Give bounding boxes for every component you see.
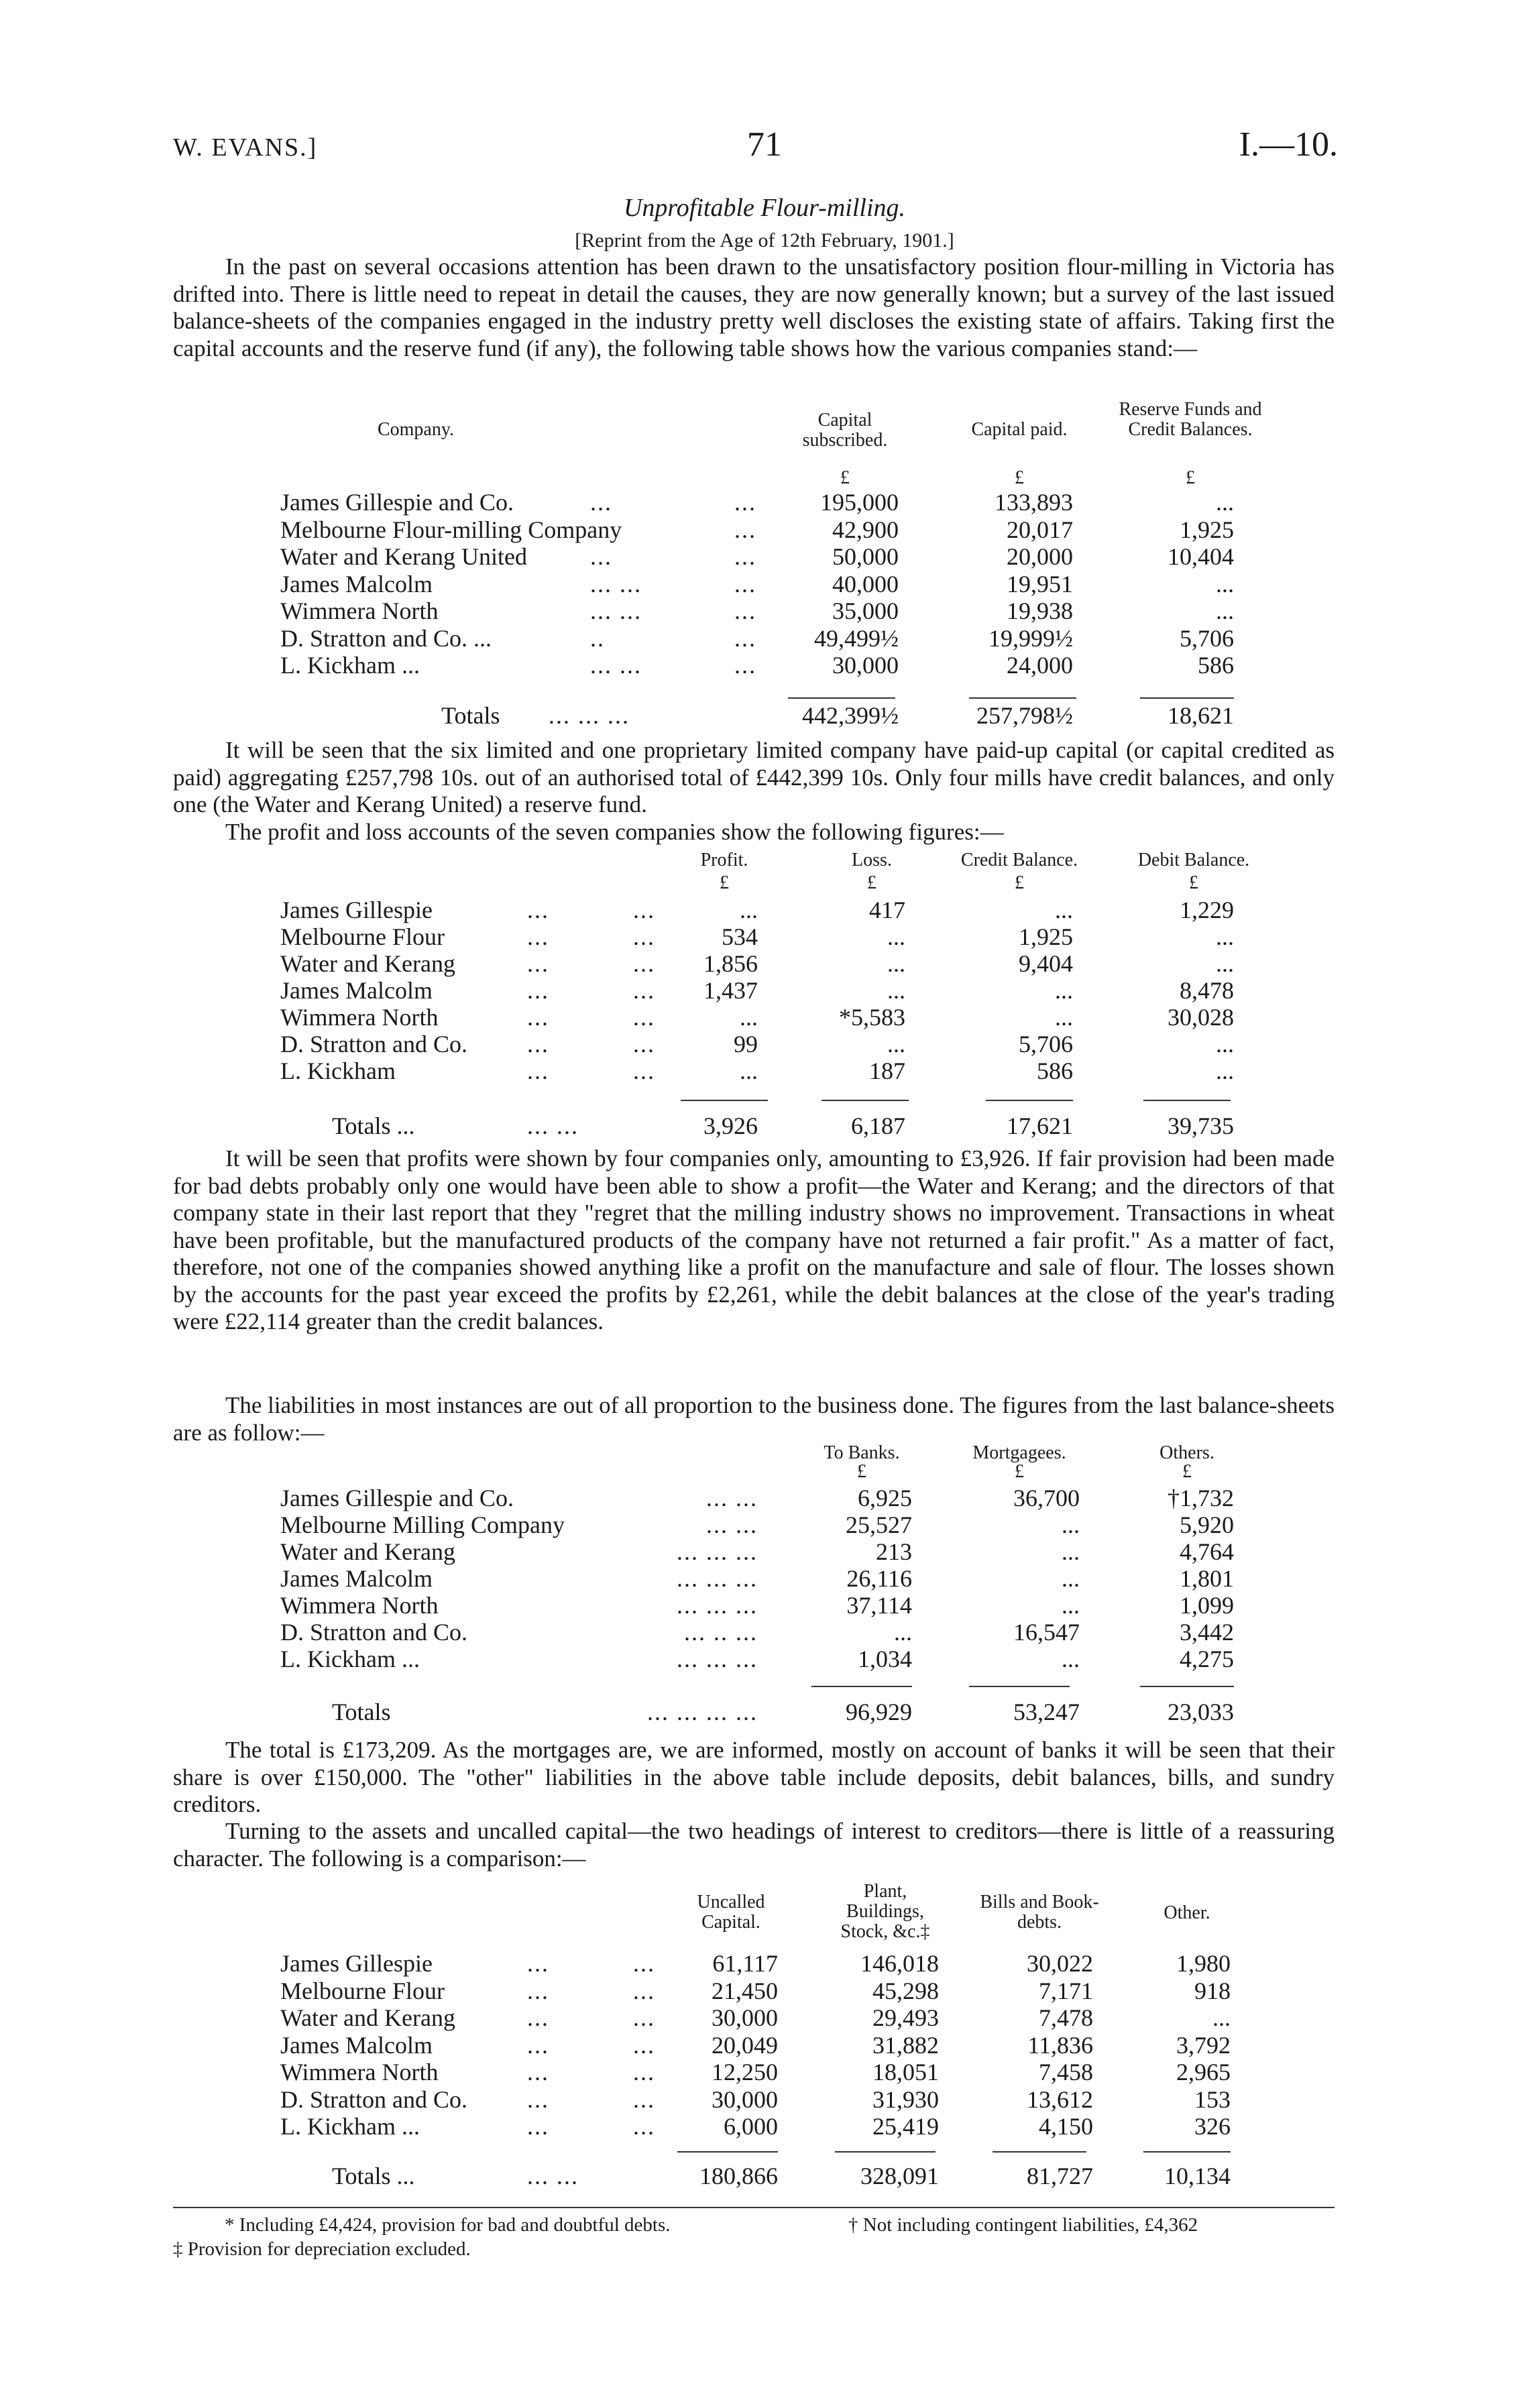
plant-buildings-value: 29,493 (872, 2004, 939, 2031)
leader-dots: ... (633, 1031, 655, 1057)
total-profit: 3,926 (703, 1112, 758, 1139)
credit-balance-value: 586 (1037, 1057, 1073, 1084)
plant-buildings-value: 31,882 (872, 2031, 939, 2059)
company-name: L. Kickham ... (280, 2113, 420, 2140)
mortgagees-value: ... (1062, 1565, 1080, 1592)
debit-balance-value: ... (1216, 950, 1234, 977)
col-others: Others. (1159, 1442, 1214, 1463)
total-rule (788, 697, 895, 699)
unit-label: £ (1015, 467, 1024, 488)
mortgagees-value: 16,547 (1013, 1619, 1080, 1646)
leader-dots: ... (527, 923, 549, 950)
total-rule (677, 2151, 778, 2153)
profit-value: 99 (734, 1031, 758, 1057)
leader-dots: .. (590, 624, 605, 652)
leader-dots: ... (633, 2059, 655, 2085)
company-name: D. Stratton and Co. (280, 2085, 467, 2113)
total-reserve: 18,621 (1168, 702, 1234, 729)
leader-dots: ... (527, 2004, 549, 2031)
to-banks-value: 213 (876, 1538, 912, 1565)
paragraph-liabilities-intro: The liabilities in most instances are out of all proportion to the business done. The figures from the last balance-sheets are as follow:— (173, 1392, 1335, 1446)
leader-dots: ... (527, 1004, 549, 1031)
debit-balance-value: ... (1216, 1031, 1234, 1057)
total-credit: 17,621 (1007, 1112, 1073, 1139)
col-reserve-funds: Reserve Funds and Credit Balances. (1119, 399, 1262, 440)
leader-dots: ... ... ... (677, 1646, 758, 1672)
loss-value: 187 (869, 1057, 905, 1084)
totals-label: Totals (441, 702, 500, 729)
total-rule (1143, 2151, 1231, 2153)
uncalled-capital-value: 30,000 (712, 2004, 778, 2031)
leader-dots: ... ... (590, 652, 642, 679)
col-other: Other. (1164, 1902, 1210, 1923)
leader-dots: ... ... ... (549, 702, 630, 729)
leader-dots: ... (633, 1004, 655, 1031)
leader-dots: ... (527, 1977, 549, 2004)
leader-dots: ... (527, 897, 549, 923)
company-name: Wimmera North (280, 1592, 439, 1619)
mortgagees-value: ... (1062, 1538, 1080, 1565)
leader-dots: ... (527, 2113, 549, 2140)
other-value: 1,980 (1176, 1950, 1231, 1977)
footnote-star: * Including £4,424, provision for bad and doubtful debts. (225, 2214, 671, 2236)
unit-label: £ (720, 872, 729, 893)
leader-dots: ... (633, 2085, 655, 2113)
to-banks-value: 25,527 (846, 1511, 912, 1538)
others-value: 1,099 (1180, 1592, 1234, 1619)
leader-dots: ... (734, 543, 756, 570)
company-name: Wimmera North (280, 597, 439, 624)
total-debit: 39,735 (1168, 1112, 1234, 1139)
total-rule (993, 2151, 1086, 2153)
leader-dots: ... (734, 597, 756, 624)
paragraph-capital-summary: It will be seen that the six limited and one proprietary limited company have paid-up capital (or capital credited as paid) aggregating £257,798 10s. out of an authorised total of £442,399 10s. Only four mills have credit balances, and only one (the Water and Kerang United) a reserve fund. (173, 737, 1335, 817)
leader-dots: ... (633, 2031, 655, 2059)
total-bills: 81,727 (1027, 2163, 1093, 2189)
paragraph-assets-intro: Turning to the assets and uncalled capital—the two headings of interest to creditors—there is little of a reassuring character. The following is a comparison:— (173, 1818, 1335, 1872)
leader-dots: ... (734, 624, 756, 652)
leader-dots: ... ... (590, 570, 642, 597)
credit-balance-value: ... (1055, 897, 1073, 923)
company-name: L. Kickham ... (280, 1646, 420, 1672)
other-value: 918 (1194, 1977, 1231, 2004)
company-name: James Malcolm (280, 2031, 433, 2059)
col-bills-book-debts: Bills and Book-debts. (980, 1892, 1099, 1933)
others-value: 4,275 (1180, 1646, 1234, 1672)
col-plant-buildings: Plant, Buildings, Stock, &c.‡ (840, 1881, 930, 1942)
col-uncalled-capital: Uncalled Capital. (697, 1892, 765, 1933)
mortgagees-value: ... (1062, 1592, 1080, 1619)
capital-subscribed-value: 35,000 (832, 597, 899, 624)
leader-dots: ... (633, 923, 655, 950)
loss-value: ... (887, 923, 905, 950)
total-other: 10,134 (1164, 2163, 1231, 2189)
credit-balance-value: 9,404 (1019, 950, 1073, 977)
plant-buildings-value: 25,419 (872, 2113, 939, 2140)
reserve-value: 586 (1198, 652, 1234, 679)
total-rule (822, 1100, 909, 1101)
other-value: 2,965 (1176, 2059, 1231, 2085)
company-name: Water and Kerang (280, 950, 455, 977)
col-loss: Loss. (852, 850, 892, 870)
debit-balance-value: 1,229 (1180, 897, 1234, 923)
mortgagees-value: ... (1062, 1646, 1080, 1672)
leader-dots: ... (527, 2059, 549, 2085)
leader-dots: ... (734, 516, 756, 543)
leader-dots: ... ... ... ... (647, 1699, 758, 1725)
loss-value: ... (887, 1031, 905, 1057)
company-name: Melbourne Flour-milling Company (280, 516, 622, 543)
uncalled-capital-value: 20,049 (712, 2031, 778, 2059)
total-rule (969, 1686, 1070, 1687)
leader-dots: ... (633, 897, 655, 923)
plant-buildings-value: 31,930 (872, 2085, 939, 2113)
capital-paid-value: 19,999½ (988, 624, 1073, 652)
bills-book-debts-value: 7,458 (1039, 2059, 1093, 2085)
reprint-note: [Reprint from the Age of 12th February, 1901.] (575, 229, 954, 251)
company-name: James Gillespie (280, 897, 433, 923)
col-profit: Profit. (700, 850, 748, 870)
debit-balance-value: 8,478 (1180, 977, 1234, 1004)
total-plant: 328,091 (860, 2163, 939, 2189)
col-company: Company. (377, 419, 455, 440)
leader-dots: ... (633, 1057, 655, 1084)
reserve-value: ... (1216, 570, 1234, 597)
leader-dots: ... (633, 2004, 655, 2031)
profit-value: ... (740, 1004, 758, 1031)
debit-balance-value: ... (1216, 923, 1234, 950)
total-rule (1140, 697, 1234, 699)
company-name: James Malcolm (280, 570, 433, 597)
others-value: 5,920 (1180, 1511, 1234, 1538)
bills-book-debts-value: 4,150 (1039, 2113, 1093, 2140)
credit-balance-value: 5,706 (1019, 1031, 1073, 1057)
capital-subscribed-value: 195,000 (820, 489, 899, 516)
unit-label: £ (857, 1461, 866, 1482)
total-rule (681, 1100, 768, 1101)
leader-dots: ... (527, 1950, 549, 1977)
company-name: Water and Kerang United (280, 543, 527, 570)
totals-label: Totals ... (332, 2163, 415, 2189)
company-name: L. Kickham ... (280, 652, 420, 679)
paragraph-intro: In the past on several occasions attention has been drawn to the unsatisfactory position flour-milling in Victoria has drifted into. There is little need to repeat in detail the causes, they are now generally known; but a survey of the last issued balance-sheets of the companies engaged in the industry pretty well discloses the existing state of affairs. Taking first the capital accounts and the reserve fund (if any), the following table shows how the various companies stand:— (173, 253, 1335, 361)
total-banks: 96,929 (846, 1699, 912, 1725)
other-value: 3,792 (1176, 2031, 1231, 2059)
other-value: ... (1212, 2004, 1231, 2031)
paragraph-liabilities-total: The total is £173,209. As the mortgages are, we are informed, mostly on account of banks it will be seen that their share is over £150,000. The "other" liabilities in the above table include deposits, debit balances, bills, and sundry creditors. (173, 1737, 1335, 1817)
company-name: D. Stratton and Co. (280, 1619, 467, 1646)
capital-paid-value: 133,893 (995, 489, 1073, 516)
to-banks-value: 6,925 (858, 1485, 912, 1511)
page-number: 71 (747, 125, 782, 164)
capital-paid-value: 19,951 (1007, 570, 1073, 597)
loss-value: ... (887, 977, 905, 1004)
leader-dots: ... (633, 977, 655, 1004)
others-value: 1,801 (1180, 1565, 1234, 1592)
unit-label: £ (867, 872, 876, 893)
company-name: James Malcolm (280, 977, 433, 1004)
others-value: 3,442 (1180, 1619, 1234, 1646)
unit-label: £ (1015, 872, 1024, 893)
total-rule (1140, 1686, 1234, 1687)
capital-subscribed-value: 42,900 (832, 516, 899, 543)
leader-dots: ... ... (527, 2163, 579, 2189)
loss-value: *5,583 (839, 1004, 905, 1031)
credit-balance-value: ... (1055, 1004, 1073, 1031)
company-name: L. Kickham (280, 1057, 396, 1084)
profit-value: ... (740, 1057, 758, 1084)
footnote-double-dagger: ‡ Provision for depreciation excluded. (173, 2238, 471, 2260)
total-rule (986, 1100, 1073, 1101)
leader-dots: ... (527, 2031, 549, 2059)
col-to-banks: To Banks. (824, 1442, 900, 1463)
paper-reference: I.—10. (1239, 125, 1338, 164)
company-name: Melbourne Flour (280, 1977, 445, 2004)
company-name: James Gillespie and Co. (280, 489, 514, 516)
leader-dots: ... (633, 950, 655, 977)
company-name: Wimmera North (280, 1004, 439, 1031)
capital-paid-value: 19,938 (1007, 597, 1073, 624)
article-title: Unprofitable Flour-milling. (623, 194, 906, 222)
other-value: 326 (1194, 2113, 1231, 2140)
bills-book-debts-value: 7,171 (1039, 1977, 1093, 2004)
total-mortgagees: 53,247 (1013, 1699, 1080, 1725)
leader-dots: ... ... (527, 1112, 579, 1139)
col-capital-subscribed: Capital subscribed. (802, 410, 888, 451)
uncalled-capital-value: 21,450 (712, 1977, 778, 2004)
leader-dots: ... ... (706, 1485, 758, 1511)
totals-label: Totals (332, 1699, 391, 1725)
profit-value: 534 (722, 923, 758, 950)
leader-dots: ... .. ... (684, 1619, 758, 1646)
leader-dots: ... (633, 2113, 655, 2140)
debit-balance-value: ... (1216, 1057, 1234, 1084)
total-subscribed: 442,399½ (802, 702, 899, 729)
leader-dots: ... ... ... (677, 1592, 758, 1619)
company-name: James Gillespie and Co. (280, 1485, 514, 1511)
capital-subscribed-value: 50,000 (832, 543, 899, 570)
col-debit-balance: Debit Balance. (1137, 850, 1250, 870)
capital-subscribed-value: 49,499½ (814, 624, 899, 652)
uncalled-capital-value: 61,117 (712, 1950, 778, 1977)
company-name: D. Stratton and Co. (280, 1031, 467, 1057)
footnote-dagger: † Not including contingent liabilities, £4,362 (848, 2214, 1198, 2236)
to-banks-value: 37,114 (846, 1592, 912, 1619)
loss-value: 417 (869, 897, 905, 923)
leader-dots: ... (590, 543, 612, 570)
leader-dots: ... (633, 1977, 655, 2004)
total-rule (1143, 1100, 1231, 1101)
plant-buildings-value: 18,051 (872, 2059, 939, 2085)
leader-dots: ... (527, 2085, 549, 2113)
loss-value: ... (887, 950, 905, 977)
bills-book-debts-value: 30,022 (1027, 1950, 1093, 1977)
total-loss: 6,187 (851, 1112, 905, 1139)
leader-dots: ... ... (706, 1511, 758, 1538)
other-value: 153 (1194, 2085, 1231, 2113)
mortgagees-value: ... (1062, 1511, 1080, 1538)
company-name: Melbourne Flour (280, 923, 445, 950)
leader-dots: ... (527, 1057, 549, 1084)
col-credit-balance: Credit Balance. (960, 850, 1078, 870)
credit-balance-value: 1,925 (1019, 923, 1073, 950)
unit-label: £ (1182, 1461, 1192, 1482)
leader-dots: ... (734, 652, 756, 679)
unit-label: £ (1189, 872, 1198, 893)
credit-balance-value: ... (1055, 977, 1073, 1004)
col-capital-paid: Capital paid. (971, 419, 1068, 440)
reserve-value: ... (1216, 489, 1234, 516)
leader-dots: ... (734, 570, 756, 597)
debit-balance-value: 30,028 (1168, 1004, 1234, 1031)
total-rule (835, 2151, 936, 2153)
company-name: D. Stratton and Co. ... (280, 624, 492, 652)
capital-subscribed-value: 40,000 (832, 570, 899, 597)
col-mortgagees: Mortgagees. (972, 1442, 1066, 1463)
bills-book-debts-value: 7,478 (1039, 2004, 1093, 2031)
capital-subscribed-value: 30,000 (832, 652, 899, 679)
company-name: Melbourne Milling Company (280, 1511, 565, 1538)
profit-value: ... (740, 897, 758, 923)
uncalled-capital-value: 12,250 (712, 2059, 778, 2085)
others-value: 4,764 (1180, 1538, 1234, 1565)
company-name: Water and Kerang (280, 2004, 455, 2031)
paragraph-profit-intro: The profit and loss accounts of the seven companies show the following figures:— (225, 819, 1004, 845)
leader-dots: ... (527, 977, 549, 1004)
company-name: James Malcolm (280, 1565, 433, 1592)
total-paid: 257,798½ (976, 702, 1073, 729)
company-name: James Gillespie (280, 1950, 433, 1977)
plant-buildings-value: 146,018 (860, 1950, 939, 1977)
company-name: Wimmera North (280, 2059, 439, 2085)
capital-paid-value: 24,000 (1007, 652, 1073, 679)
to-banks-value: 1,034 (858, 1646, 912, 1672)
unit-label: £ (1186, 467, 1195, 488)
total-rule (811, 1686, 912, 1687)
capital-paid-value: 20,000 (1007, 543, 1073, 570)
uncalled-capital-value: 6,000 (724, 2113, 778, 2140)
leader-dots: ... ... ... (677, 1565, 758, 1592)
totals-label: Totals ... (332, 1112, 415, 1139)
leader-dots: ... ... (590, 597, 642, 624)
unit-label: £ (840, 467, 850, 488)
profit-value: 1,437 (703, 977, 758, 1004)
reserve-value: ... (1216, 597, 1234, 624)
bills-book-debts-value: 11,836 (1027, 2031, 1093, 2059)
paragraph-profits-discussion: It will be seen that profits were shown by four companies only, amounting to £3,926. If fair provision had been made for bad debts probably only one would have been able to show a profit—the Water and Kerang; and the directors of that company state in their last report that they "regret that the milling industry shows no improvement. Transactions in wheat have been profitable, but the manufactured products of the company have not returned a fair profit." As a matter of fact, therefore, not one of the companies showed anything like a profit on the manufacture and sale of flour. The losses shown by the accounts for the past year exceed the profits by £2,261, while the debit balances at the close of the year's trading were £22,114 greater than the credit balances. (173, 1145, 1335, 1334)
others-value: †1,732 (1168, 1485, 1234, 1511)
total-others: 23,033 (1168, 1699, 1234, 1725)
to-banks-value: ... (894, 1619, 912, 1646)
plant-buildings-value: 45,298 (872, 1977, 939, 2004)
capital-paid-value: 20,017 (1007, 516, 1073, 543)
bills-book-debts-value: 13,612 (1027, 2085, 1093, 2113)
leader-dots: ... (527, 1031, 549, 1057)
reserve-value: 1,925 (1180, 516, 1234, 543)
profit-value: 1,856 (703, 950, 758, 977)
reserve-value: 10,404 (1168, 543, 1234, 570)
leader-dots: ... (527, 950, 549, 977)
to-banks-value: 26,116 (846, 1565, 912, 1592)
reserve-value: 5,706 (1180, 624, 1234, 652)
mortgagees-value: 36,700 (1013, 1485, 1080, 1511)
author-bracket: W. EVANS.] (173, 133, 318, 162)
leader-dots: ... (734, 489, 756, 516)
leader-dots: ... (590, 489, 612, 516)
company-name: Water and Kerang (280, 1538, 455, 1565)
leader-dots: ... (633, 1950, 655, 1977)
total-uncalled: 180,866 (699, 2163, 778, 2189)
footnote-rule (173, 2207, 1335, 2208)
uncalled-capital-value: 30,000 (712, 2085, 778, 2113)
unit-label: £ (1015, 1461, 1024, 1482)
total-rule (969, 697, 1076, 699)
leader-dots: ... ... ... (677, 1538, 758, 1565)
